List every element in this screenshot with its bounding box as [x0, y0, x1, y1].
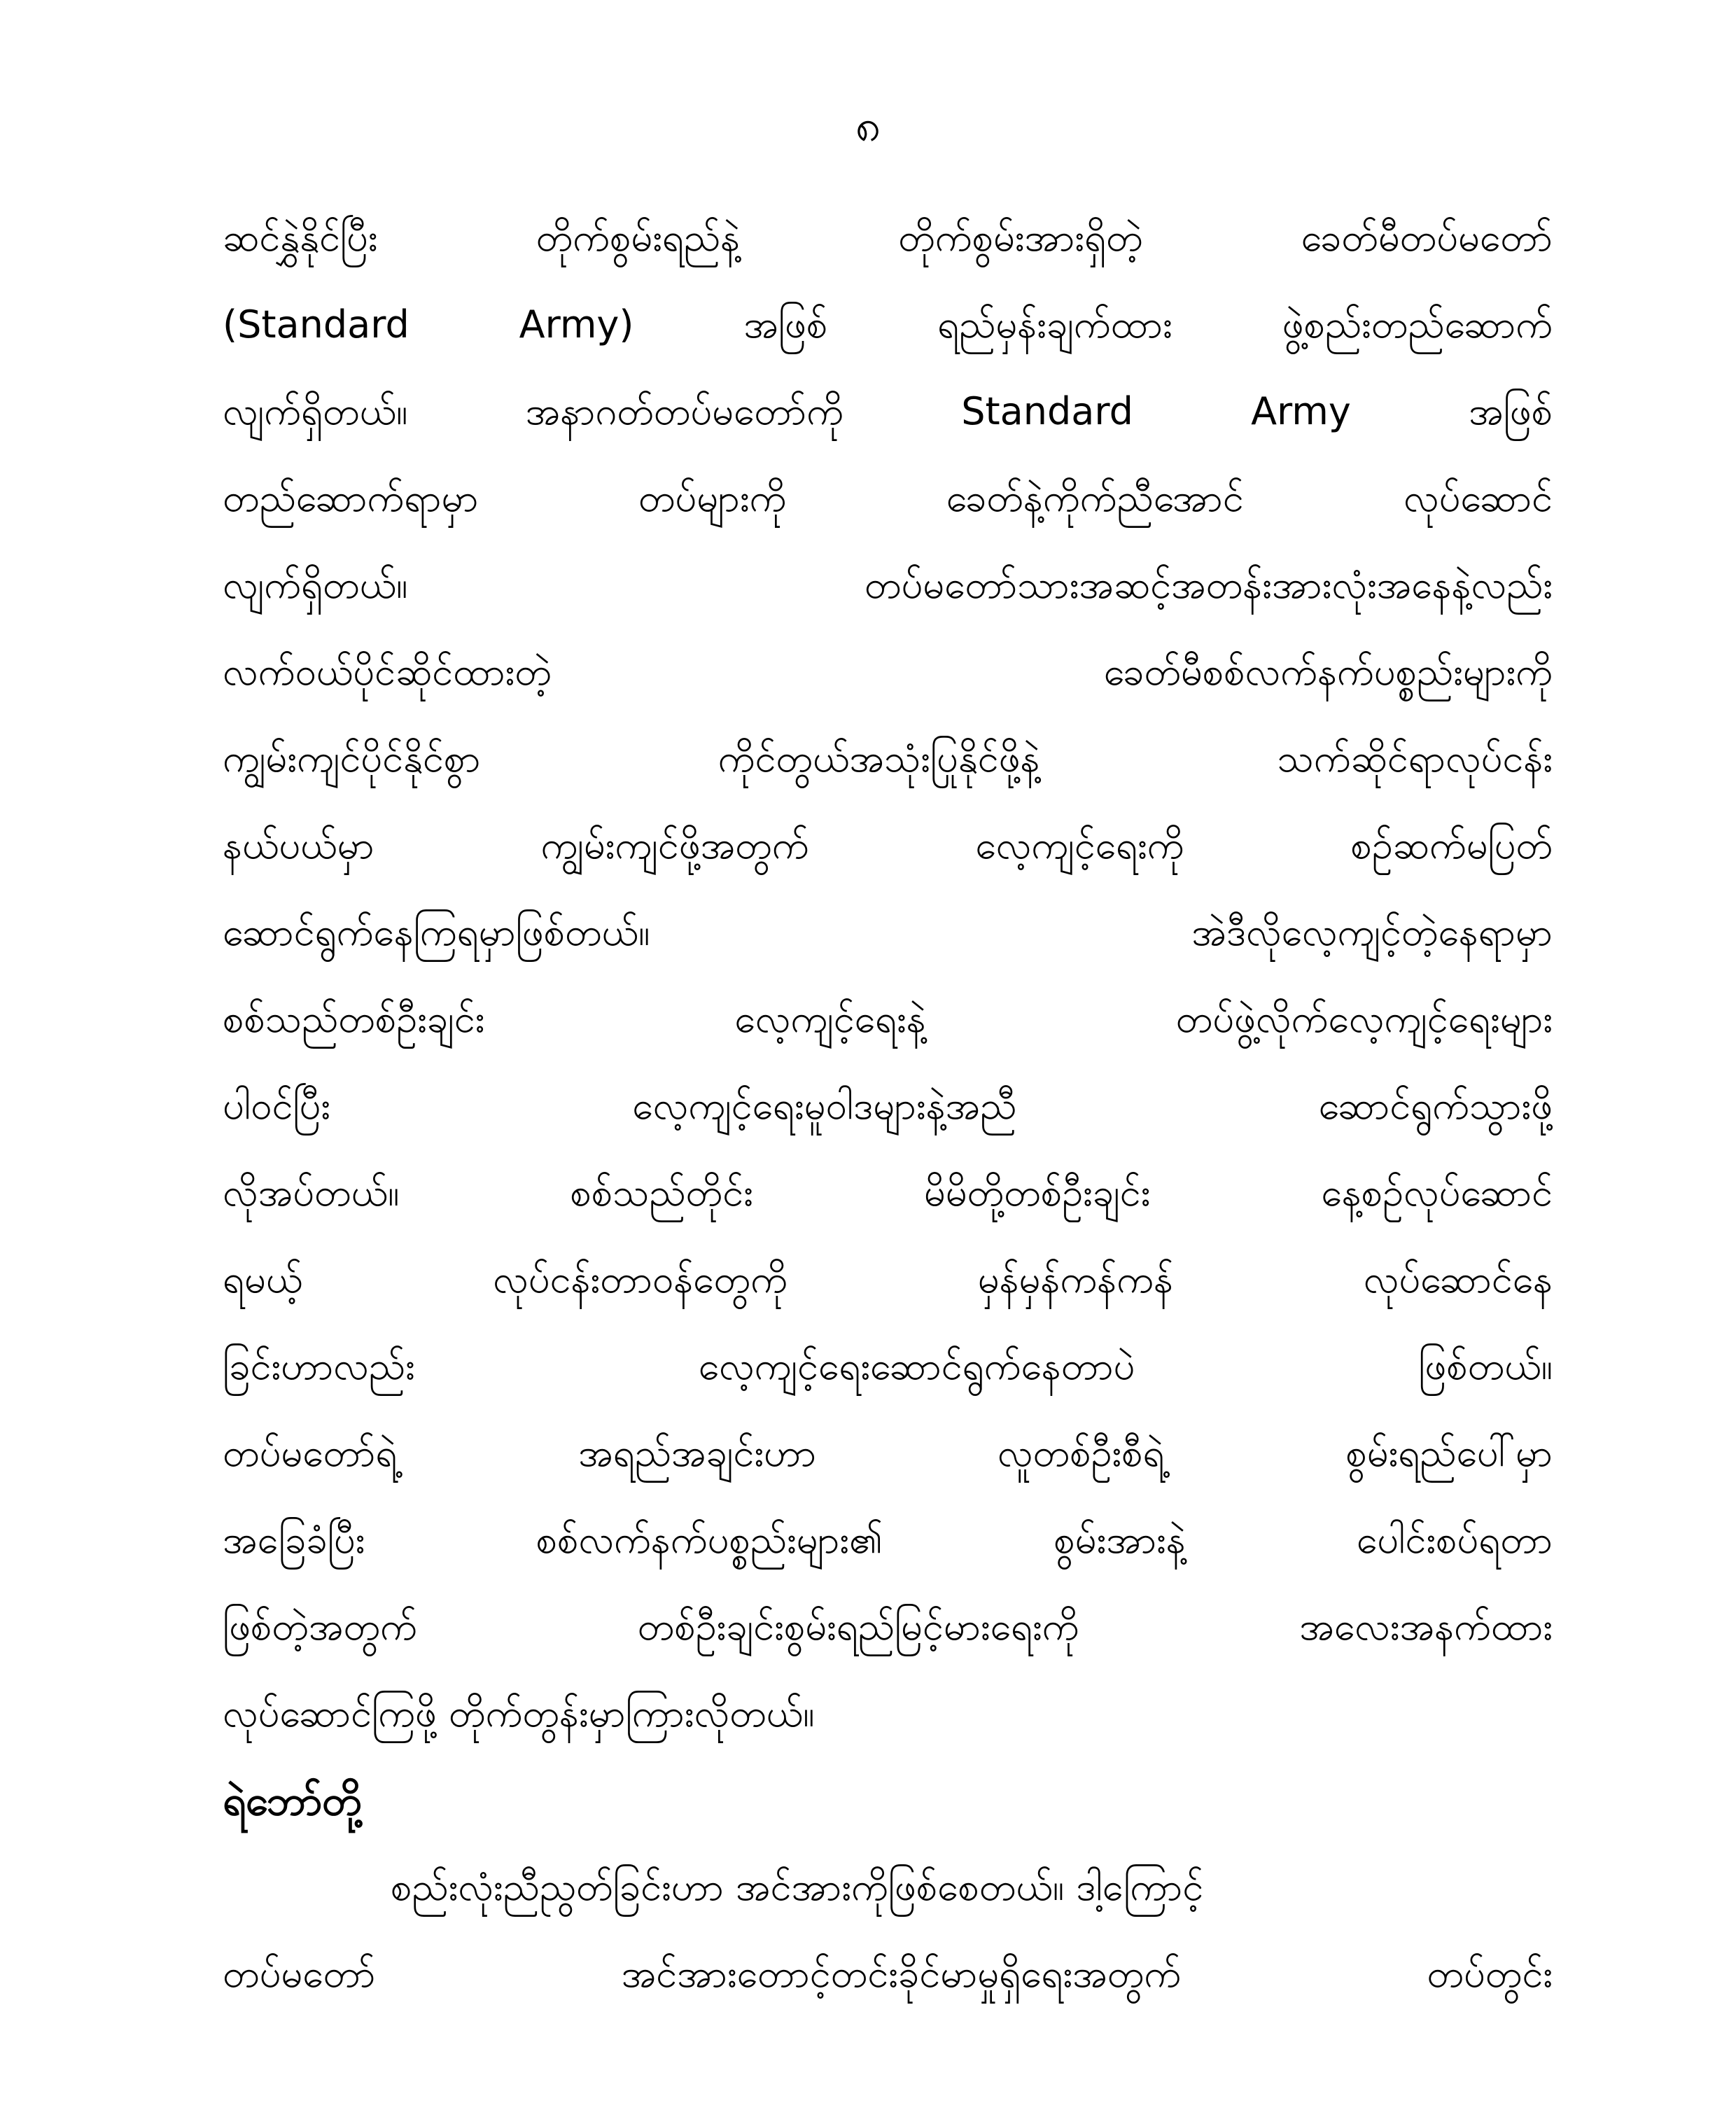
text-line: ကျွမ်းကျင်ပိုင်နိုင်စွာ ကိုင်တွယ်အသုံးပြုနိုင်ဖို့နဲ့ သက်ဆိုင်ရာလုပ်ငန်း — [223, 736, 1553, 781]
text-line: စစ်သည်တစ်ဦးချင်း လေ့ကျင့်ရေးနဲ့ တပ်ဖွဲ့လိုက်လေ့ကျင့်ရေးများ — [223, 997, 1553, 1041]
text-line: လျက်ရှိတယ်။ အနာဂတ်တပ်မတော်ကို Standard Army အဖြစ် — [223, 389, 1553, 433]
text-line: ပါဝင်ပြီး လေ့ကျင့်ရေးမူဝါဒများနဲ့အညီ ဆောင်ရွက်သွားဖို့ — [223, 1084, 1553, 1128]
text-line: တပ်မတော်ရဲ့ အရည်အချင်းဟာ လူတစ်ဦးစီရဲ့ စွမ်းရည်ပေါ်မှာ — [223, 1431, 1553, 1475]
text-line: ဖြစ်တဲ့အတွက် တစ်ဦးချင်းစွမ်းရည်မြင့်မားရေးကို အလေးအနက်ထား — [223, 1605, 1553, 1649]
text-line: လက်ဝယ်ပိုင်ဆိုင်ထားတဲ့ ခေတ်မီစစ်လက်နက်ပစ္စည်းများကို — [223, 650, 1553, 694]
text-line: ဆင်နွှဲနိုင်ပြီး တိုက်စွမ်းရည်နဲ့ တိုက်စွမ်းအားရှိတဲ့ ခေတ်မီတပ်မတော် — [223, 216, 1553, 260]
text-line: တပ်မတော် အင်အားတောင့်တင်းခိုင်မာမှုရှိရေးအတွက် တပ်တွင်း — [223, 1952, 1553, 1996]
page-number: ၈ — [855, 100, 881, 152]
text-line: ခြင်းဟာလည်း လေ့ကျင့်ရေးဆောင်ရွက်နေတာပဲ ဖြစ်တယ်။ — [223, 1344, 1553, 1388]
document-body — [223, 195, 1553, 2018]
text-line: ဆောင်ရွက်နေကြရမှာဖြစ်တယ်။ အဲဒီလိုလေ့ကျင့်တဲ့နေရာမှာ — [223, 910, 1553, 954]
text-line: စည်းလုံးညီညွတ်ခြင်းဟာ အင်အားကိုဖြစ်စေတယ်။ ဒါ့ကြောင့် — [391, 1865, 1204, 1909]
text-line: တည်ဆောက်ရာမှာ တပ်များကို ခေတ်နဲ့ကိုက်ညီအောင် လုပ်ဆောင် — [223, 476, 1553, 520]
section-heading: ရဲဘော်တို့ — [223, 1777, 362, 1824]
text-line: လိုအပ်တယ်။ စစ်သည်တိုင်း မိမိတို့တစ်ဦးချင်း နေ့စဉ်လုပ်ဆောင် — [223, 1171, 1553, 1215]
text-line: လုပ်ဆောင်ကြဖို့ တိုက်တွန်းမှာကြားလိုတယ်။ — [223, 1691, 815, 1735]
text-line: အခြေခံပြီး စစ်လက်နက်ပစ္စည်းများ၏ စွမ်းအားနဲ့ ပေါင်းစပ်ရတာ — [223, 1518, 1553, 1562]
text-line: လျက်ရှိတယ်။ တပ်မတော်သားအဆင့်အတန်းအားလုံးအနေနဲ့လည်း — [223, 563, 1553, 607]
text-line: ရမယ့် လုပ်ငန်းတာဝန်တွေကို မှန်မှန်ကန်ကန် လုပ်ဆောင်နေ — [223, 1257, 1553, 1301]
text-line: (Standard Army) အဖြစ် ရည်မှန်းချက်ထား ဖွဲ့စည်းတည်ဆောက် — [223, 302, 1553, 347]
text-line: နယ်ပယ်မှာ ကျွမ်းကျင်ဖို့အတွက် လေ့ကျင့်ရေးကို စဉ်ဆက်မပြတ် — [223, 823, 1553, 867]
